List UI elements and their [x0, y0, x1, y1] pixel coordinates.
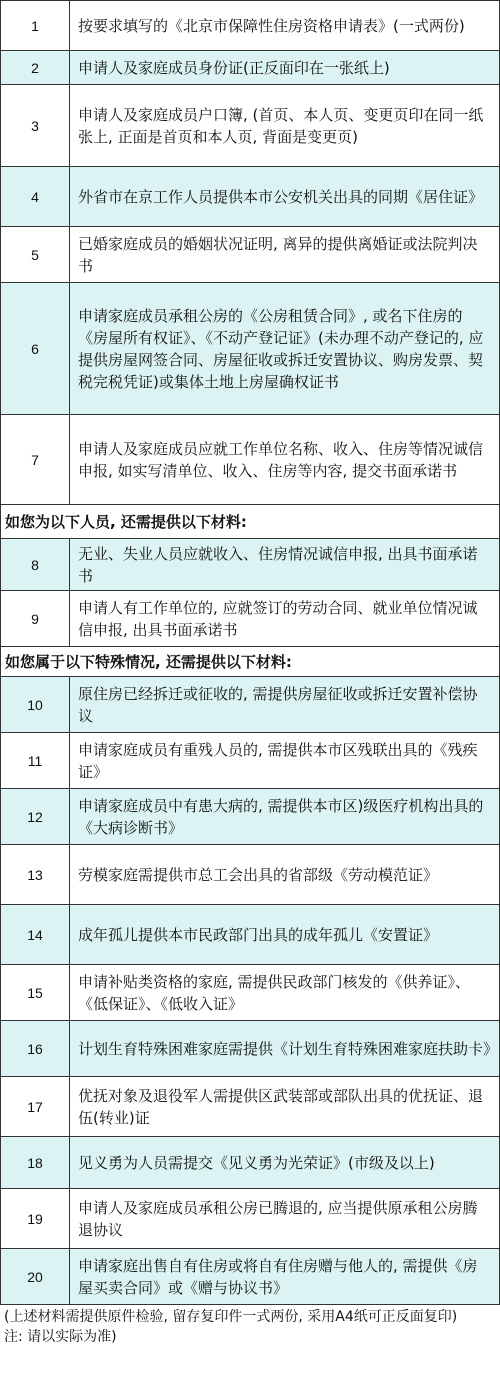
row-text: 劳模家庭需提供市总工会出具的省部级《劳动模范证》 — [70, 845, 500, 905]
row-text: 申请人及家庭成员户口簿, (首页、本人页、变更页印在同一纸张上, 正面是首页和本人页, 背面是变更页) — [70, 85, 500, 167]
table-row — [1, 1021, 500, 1077]
row-text: 申请家庭成员中有患大病的, 需提供本市区)级医疗机构出具的《大病诊断书》 — [70, 789, 500, 845]
row-text: 已婚家庭成员的婚姻状况证明, 离异的提供离婚证或法院判决书 — [70, 227, 500, 283]
footer-notes — [0, 1305, 500, 1347]
row-text: 申请人及家庭成员应就工作单位名称、收入、住房等情况诚信申报, 如实写清单位、收入、住房等内容, 提交书面承诺书 — [70, 415, 500, 505]
row-text: 申请补贴类资格的家庭, 需提供民政部门核发的《供养证》、《低保证》、《低收入证》 — [70, 965, 500, 1021]
row-number: 15 — [1, 965, 70, 1021]
row-text: 外省市在京工作人员提供本市公安机关出具的同期《居住证》 — [70, 167, 500, 227]
table-row — [1, 167, 500, 227]
table-row — [1, 677, 500, 733]
row-number: 10 — [1, 677, 70, 733]
table-row — [1, 1249, 500, 1305]
row-text: 申请人及家庭成员承租公房已腾退的, 应当提供原承租公房腾退协议 — [70, 1189, 500, 1249]
row-text: 计划生育特殊困难家庭需提供《计划生育特殊困难家庭扶助卡》 — [70, 1021, 500, 1077]
table-row — [1, 51, 500, 85]
row-number: 20 — [1, 1249, 70, 1305]
row-text: 申请人有工作单位的, 应就签订的劳动合同、就业单位情况诚信申报, 出具书面承诺书 — [70, 591, 500, 647]
row-number: 16 — [1, 1021, 70, 1077]
section-header-row — [1, 647, 500, 677]
row-number: 18 — [1, 1137, 70, 1189]
row-number: 9 — [1, 591, 70, 647]
row-text: 申请家庭出售自有住房或将自有住房赠与他人的, 需提供《房屋买卖合同》或《赠与协议书》 — [70, 1249, 500, 1305]
row-text: 申请家庭成员承租公房的《公房租赁合同》, 或名下住房的《房屋所有权证》、《不动产登记证》(未办理不动产登记的, 应提供房屋网签合同、房屋征收或拆迁安置协议、购房发票、契税完税凭证)或集体土地上房屋确权证书 — [70, 283, 500, 415]
table-row — [1, 789, 500, 845]
row-number: 3 — [1, 85, 70, 167]
row-number: 4 — [1, 167, 70, 227]
row-number: 5 — [1, 227, 70, 283]
table-row — [1, 539, 500, 591]
table-row — [1, 905, 500, 965]
row-number: 14 — [1, 905, 70, 965]
row-text: 申请人及家庭成员身份证(正反面印在一张纸上) — [70, 51, 500, 85]
table-row — [1, 733, 500, 789]
row-text: 成年孤儿提供本市民政部门出具的成年孤儿《安置证》 — [70, 905, 500, 965]
row-number: 6 — [1, 283, 70, 415]
table-row — [1, 1, 500, 51]
table-row — [1, 283, 500, 415]
row-number: 19 — [1, 1189, 70, 1249]
row-text: 按要求填写的《北京市保障性住房资格申请表》(一式两份) — [70, 1, 500, 51]
section-heading-special-cases: 如您属于以下特殊情况, 还需提供以下材料: — [1, 647, 500, 677]
row-text: 申请家庭成员有重残人员的, 需提供本市区残联出具的《残疾证》 — [70, 733, 500, 789]
table-row — [1, 591, 500, 647]
table-row — [1, 965, 500, 1021]
row-number: 11 — [1, 733, 70, 789]
table-row — [1, 415, 500, 505]
footer-copy-note: (上述材料需提供原件检验, 留存复印件一式两份, 采用A4纸可正反面复印) — [4, 1309, 458, 1325]
table-row — [1, 1189, 500, 1249]
row-number: 7 — [1, 415, 70, 505]
section-heading-extra-materials: 如您为以下人员, 还需提供以下材料: — [1, 505, 500, 539]
footer-disclaimer: 注: 请以实际为准) — [4, 1329, 117, 1345]
table-row — [1, 227, 500, 283]
table-row — [1, 1137, 500, 1189]
row-number: 2 — [1, 51, 70, 85]
table-row — [1, 845, 500, 905]
row-number: 1 — [1, 1, 70, 51]
row-text: 原住房已经拆迁或征收的, 需提供房屋征收或拆迁安置补偿协议 — [70, 677, 500, 733]
row-number: 17 — [1, 1077, 70, 1137]
row-text: 见义勇为人员需提交《见义勇为光荣证》(市级及以上) — [70, 1137, 500, 1189]
row-number: 12 — [1, 789, 70, 845]
table-row — [1, 1077, 500, 1137]
table-row — [1, 85, 500, 167]
row-text: 优抚对象及退役军人需提供区武装部或部队出具的优抚证、退伍(转业)证 — [70, 1077, 500, 1137]
row-number: 13 — [1, 845, 70, 905]
row-text: 无业、失业人员应就收入、住房情况诚信申报, 出具书面承诺书 — [70, 539, 500, 591]
row-number: 8 — [1, 539, 70, 591]
section-header-row — [1, 505, 500, 539]
